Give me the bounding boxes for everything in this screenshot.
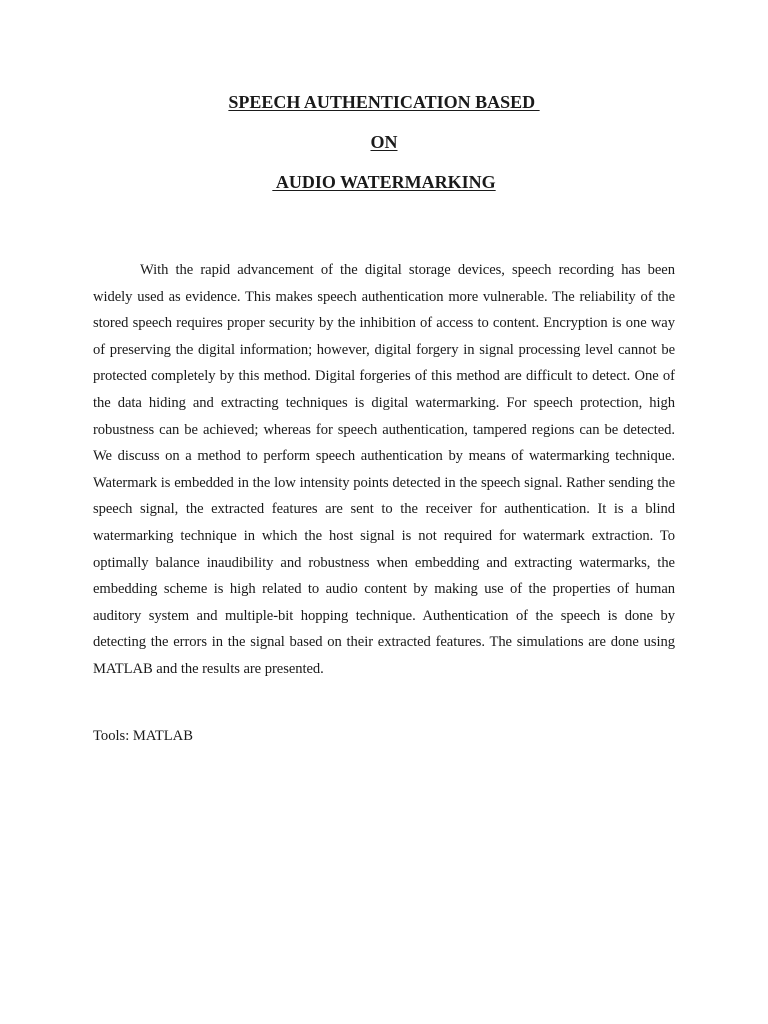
tools-line: Tools: MATLAB bbox=[93, 728, 193, 744]
title-line-3: AUDIO WATERMARKING bbox=[272, 172, 496, 192]
title-line-1: SPEECH AUTHENTICATION BASED bbox=[228, 92, 540, 112]
title-line-2: ON bbox=[370, 132, 398, 152]
document-title bbox=[0, 92, 768, 192]
abstract-paragraph: With the rapid advancement of the digital storage devices, speech recording has been widely used as evidence. This makes speech authentication more vulnerable. The reliability of the stored speech requires proper security by the inhibition of access to content. Encryption is one way of preserving the digital information; however, digital forgery in signal processing level cannot be protected completely by this method. Digital forgeries of this method are difficult to detect. One of the data hiding and extracting techniques is digital watermarking. For speech protection, high robustness can be achieved; whereas for speech authentication, tampered regions can be detected. We discuss on a method to perform speech authentication by means of watermarking technique. Watermark is embedded in the low intensity points detected in the speech signal. Rather sending the speech signal, the extracted features are sent to the receiver for authentication. It is a blind watermarking technique in which the host signal is not required for watermark extraction. To optimally balance inaudibility and robustness when embedding and extracting watermarks, the embedding scheme is high related to audio content by making use of the properties of human auditory system and multiple-bit hopping technique. Authentication of the speech is done by detecting the errors in the signal based on their extracted features. The simulations are done using MATLAB and the results are presented. bbox=[93, 262, 675, 677]
